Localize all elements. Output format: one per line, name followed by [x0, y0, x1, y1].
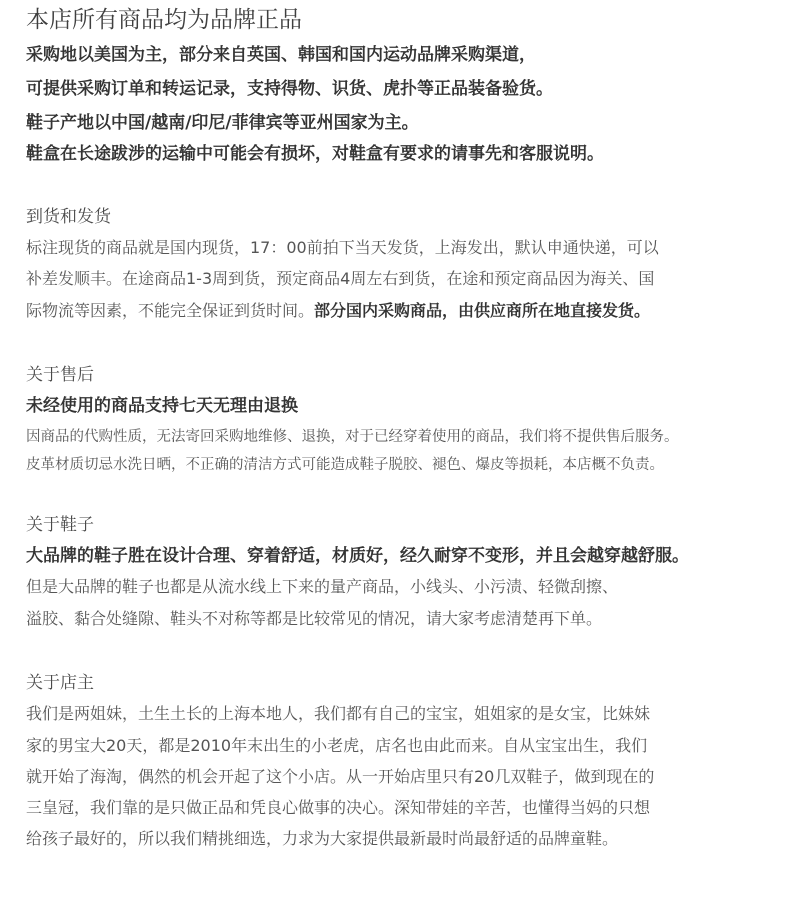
shipping-line-3-text: 际物流等因素，不能完全保证到货时间。: [26, 301, 315, 320]
owner-heading: 关于店主: [26, 673, 94, 693]
owner-line-1: 我们是两姐妹，土生土长的上海本地人，我们都有自己的宝宝，姐姐家的是女宝，比妹妹: [26, 704, 651, 723]
shoes-emphasis: 大品牌的鞋子胜在设计合理、穿着舒适，材质好，经久耐穿不变形，并且会越穿越舒服。: [26, 546, 689, 566]
owner-line-2: 家的男宝大20天，都是2010年末出生的小老虎，店名也由此而来。自从宝宝出生，我们: [26, 736, 648, 755]
intro-line-3: 鞋子产地以中国/越南/印尼/菲律宾等亚州国家为主。: [26, 113, 419, 133]
shoes-heading: 关于鞋子: [26, 515, 94, 535]
shoes-line-2: 溢胶、黏合处缝隙、鞋头不对称等都是比较常见的情况，请大家考虑清楚再下单。: [26, 609, 603, 628]
shipping-emphasis: 部分国内采购商品，由供应商所在地直接发货。: [314, 301, 651, 320]
aftersale-subheading: 未经使用的商品支持七天无理由退换: [26, 396, 298, 416]
shipping-line-1: 标注现货的商品就是国内现货，17：00前拍下当天发货，上海发出，默认申通快递，可以: [26, 238, 659, 257]
shipping-line-3: [26, 303, 650, 319]
aftersale-line-2: 皮革材质切忌水洗日晒，不正确的清洁方式可能造成鞋子脱胶、褪色、爆皮等损耗，本店概不负责。: [26, 457, 664, 473]
aftersale-line-1: 因商品的代购性质，无法寄回采购地维修、退换，对于已经穿着使用的商品，我们将不提供售后服务。: [26, 429, 679, 445]
intro-line-1: 采购地以美国为主，部分来自英国、韩国和国内运动品牌采购渠道，: [26, 45, 536, 65]
owner-line-5: 给孩子最好的，所以我们精挑细选，力求为大家提供最新最时尚最舒适的品牌童鞋。: [26, 829, 619, 848]
aftersale-heading: 关于售后: [26, 365, 94, 385]
shipping-heading: 到货和发货: [26, 207, 111, 227]
intro-line-4: 鞋盒在长途跋涉的运输中可能会有损坏，对鞋盒有要求的请事先和客服说明。: [26, 144, 604, 164]
intro-line-2: 可提供采购订单和转运记录，支持得物、识货、虎扑等正品装备验货。: [26, 79, 553, 99]
shoes-line-1: 但是大品牌的鞋子也都是从流水线上下来的量产商品，小线头、小污渍、轻微刮擦、: [26, 577, 619, 596]
shipping-line-2: 补差发顺丰。在途商品1-3周到货，预定商品4周左右到货，在途和预定商品因为海关、国: [26, 269, 655, 288]
owner-line-3: 就开始了海淘，偶然的机会开起了这个小店。从一开始店里只有20几双鞋子，做到现在的: [26, 767, 655, 786]
owner-line-4: 三皇冠，我们靠的是只做正品和凭良心做事的决心。深知带娃的辛苦，也懂得当妈的只想: [26, 798, 651, 817]
page-title: 本店所有商品均为品牌正品: [26, 7, 302, 33]
